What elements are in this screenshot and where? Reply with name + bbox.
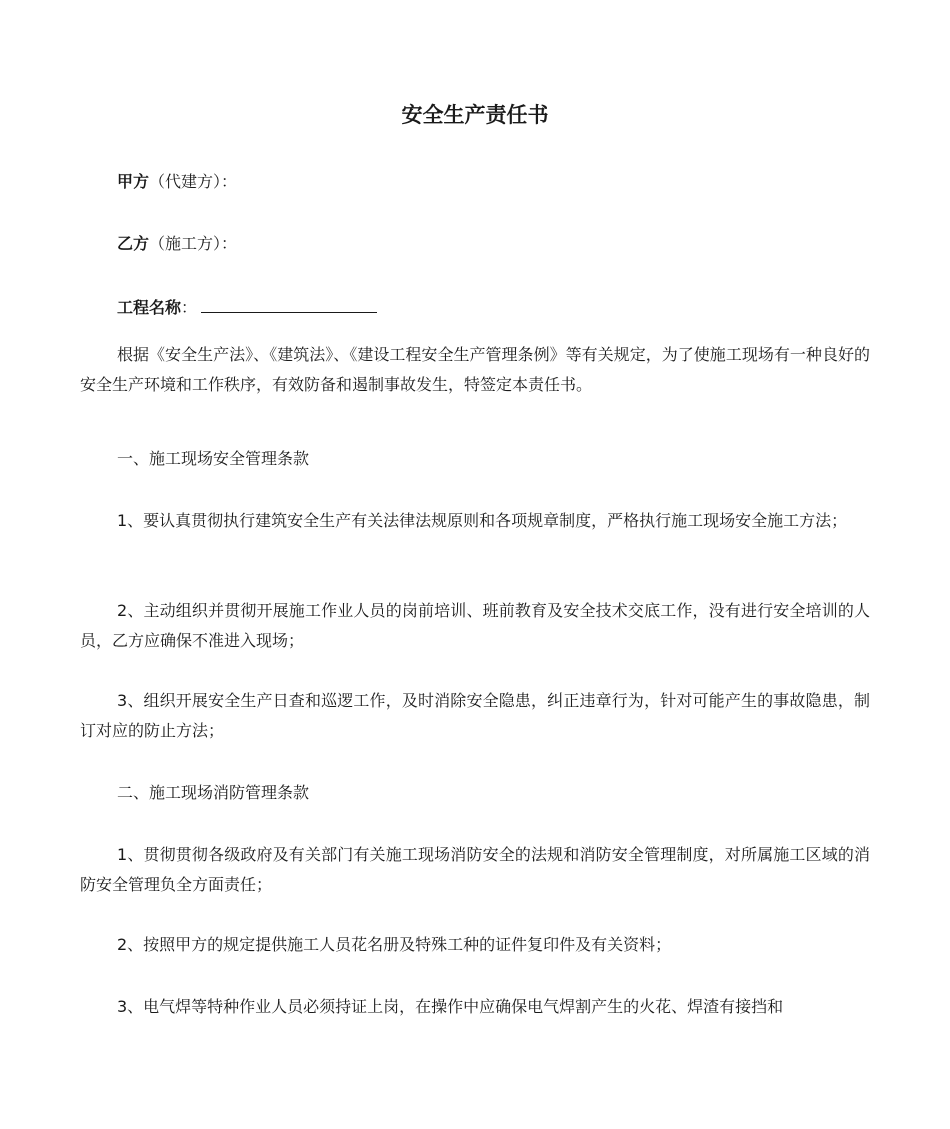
fire-clause-1: 1、贯彻贯彻各级政府及有关部门有关施工现场消防安全的法规和消防安全管理制度，对所属施工区域的消防安全管理负全方面责任；: [80, 845, 870, 894]
section-heading-fire: 二、施工现场消防管理条款: [117, 783, 310, 802]
safety-clause-2: 2、主动组织并贯彻开展施工作业人员的岗前培训、班前教育及安全技术交底工作，没有进行安全培训的人员，乙方应确保不准进入现场；: [80, 601, 870, 650]
safety-clause-3: 3、组织开展安全生产日查和巡逻工作，及时消除安全隐患，纠正违章行为，针对可能产生的事故隐患，制订对应的防止方法；: [80, 691, 870, 740]
party-b-label: 乙方: [117, 234, 150, 253]
project-name-field: [117, 294, 377, 320]
document-title: 安全生产责任书: [401, 103, 549, 127]
project-name-separator: ：: [181, 298, 198, 317]
fire-clause-2: 2、按照甲方的规定提供施工人员花名册及特殊工种的证件复印件及有关资料；: [117, 935, 672, 954]
party-b-note: （施工方）：: [149, 234, 238, 253]
safety-clause-1: 1、要认真贯彻执行建筑安全生产有关法律法规原则和各项规章制度，严格执行施工现场安全施工方法；: [117, 511, 848, 530]
party-a-note: （代建方）：: [149, 172, 238, 191]
fire-clause-3: 3、电气焊等特种作业人员必须持证上岗，在操作中应确保电气焊割产生的火花、焊渣有接挡和: [117, 997, 784, 1016]
project-name-blank-line: [201, 294, 377, 313]
party-a-field: [117, 170, 237, 194]
section-heading-safety: 一、施工现场安全管理条款: [117, 449, 310, 468]
party-b-field: [117, 232, 237, 256]
intro-paragraph: 根据《安全生产法》、《建筑法》、《建设工程安全生产管理条例》等有关规定，为了使施工现场有一种良好的安全生产环境和工作秩序，有效防备和遏制事故发生，特签定本责任书。: [80, 345, 870, 394]
project-name-label: 工程名称: [117, 298, 182, 317]
party-a-label: 甲方: [117, 172, 150, 191]
